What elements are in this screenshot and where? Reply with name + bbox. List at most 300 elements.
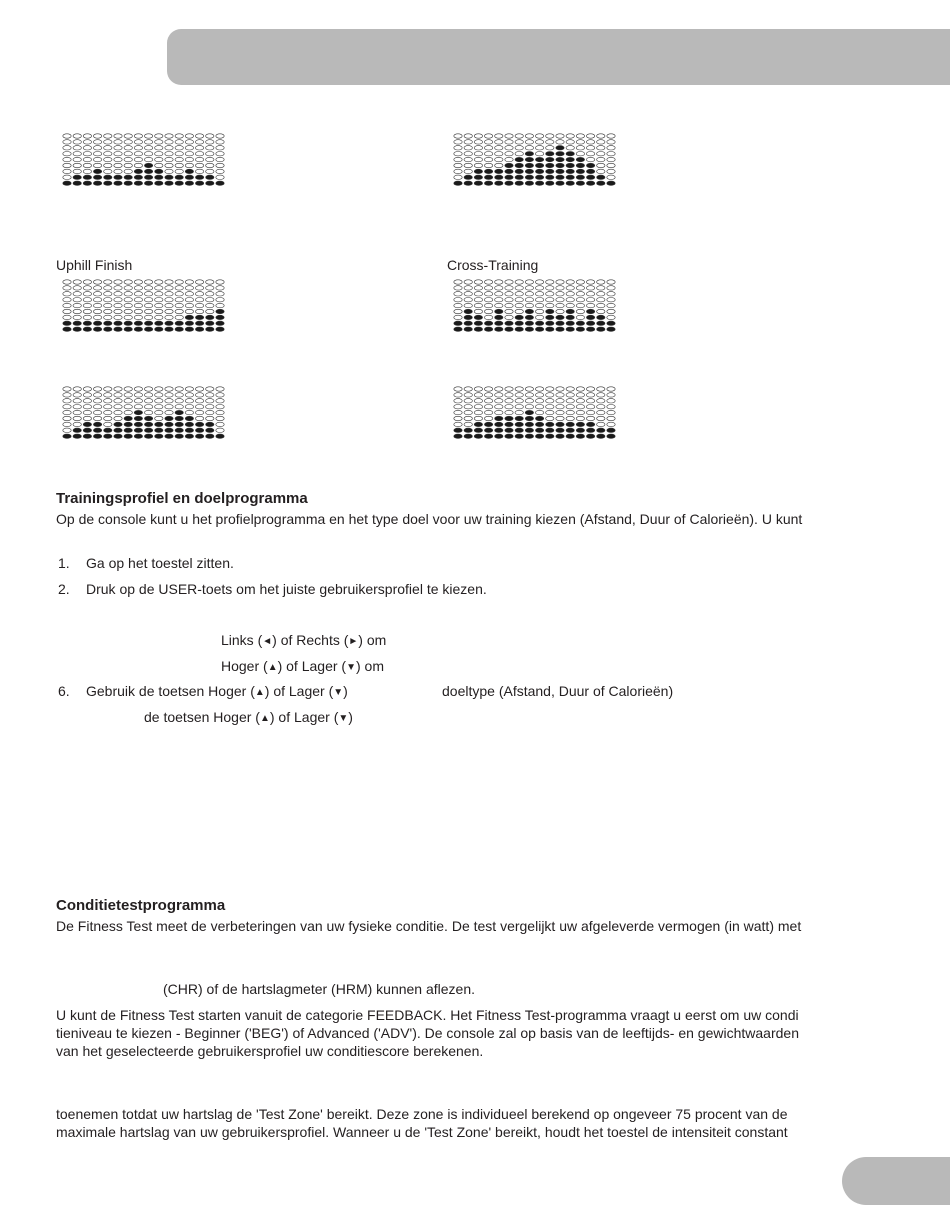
matrix-dot-empty <box>185 405 193 409</box>
matrix-dot-filled <box>566 434 574 438</box>
matrix-dot-empty <box>144 405 152 409</box>
matrix-dot-empty <box>216 292 224 296</box>
matrix-dot-empty <box>484 146 492 150</box>
matrix-dot-empty <box>83 298 91 302</box>
matrix-dot-filled <box>185 175 193 179</box>
matrix-dot-empty <box>484 140 492 144</box>
matrix-dot-empty <box>454 163 462 167</box>
matrix-dot-empty <box>474 298 482 302</box>
matrix-dot-filled <box>495 416 503 420</box>
matrix-dot-filled <box>104 327 112 331</box>
matrix-dot-filled <box>216 315 224 319</box>
matrix-dot-empty <box>206 146 214 150</box>
matrix-dot-filled <box>546 152 554 156</box>
matrix-dot-filled <box>607 428 615 432</box>
matrix-dot-empty <box>104 303 112 307</box>
matrix-dot-empty <box>464 134 472 138</box>
matrix-dot-empty <box>515 286 523 290</box>
matrix-dot-empty <box>484 405 492 409</box>
matrix-dot-filled <box>546 309 554 313</box>
matrix-dot-filled <box>495 169 503 173</box>
matrix-dot-filled <box>73 175 81 179</box>
matrix-dot-empty <box>93 387 101 391</box>
matrix-dot-empty <box>155 410 163 414</box>
matrix-dot-filled <box>505 416 513 420</box>
matrix-dot-empty <box>175 303 183 307</box>
matrix-dot-empty <box>104 387 112 391</box>
matrix-dot-filled <box>185 434 193 438</box>
matrix-dot-filled <box>505 321 513 325</box>
matrix-dot-filled <box>124 434 132 438</box>
matrix-dot-empty <box>83 309 91 313</box>
matrix-dot-empty <box>124 280 132 284</box>
matrix-dot-empty <box>535 315 543 319</box>
matrix-dot-empty <box>93 292 101 296</box>
matrix-dot-filled <box>566 428 574 432</box>
matrix-dot-filled <box>114 321 122 325</box>
matrix-dot-filled <box>165 181 173 185</box>
matrix-dot-empty <box>566 280 574 284</box>
matrix-dot-empty <box>525 140 533 144</box>
matrix-dot-filled <box>556 434 564 438</box>
matrix-dot-filled <box>134 416 142 420</box>
matrix-dot-filled <box>597 321 605 325</box>
matrix-dot-filled <box>535 169 543 173</box>
matrix-dot-empty <box>464 146 472 150</box>
matrix-dot-empty <box>216 393 224 397</box>
matrix-dot-empty <box>185 410 193 414</box>
matrix-dot-filled <box>535 175 543 179</box>
matrix-dot-empty <box>546 286 554 290</box>
matrix-dot-filled <box>134 428 142 432</box>
matrix-dot-empty <box>484 309 492 313</box>
matrix-dot-filled <box>206 181 214 185</box>
matrix-dot-filled <box>535 181 543 185</box>
matrix-dot-filled <box>525 181 533 185</box>
matrix-dot-empty <box>454 286 462 290</box>
matrix-dot-empty <box>134 405 142 409</box>
matrix-dot-empty <box>597 303 605 307</box>
matrix-dot-empty <box>607 280 615 284</box>
matrix-dot-empty <box>165 399 173 403</box>
matrix-dot-empty <box>216 280 224 284</box>
matrix-dot-filled <box>464 181 472 185</box>
matrix-dot-empty <box>607 157 615 161</box>
matrix-dot-empty <box>73 315 81 319</box>
matrix-dot-empty <box>586 298 594 302</box>
matrix-dot-filled <box>124 321 132 325</box>
matrix-dot-empty <box>607 134 615 138</box>
matrix-dot-empty <box>505 134 513 138</box>
matrix-dot-empty <box>505 146 513 150</box>
matrix-dot-empty <box>546 393 554 397</box>
matrix-dot-empty <box>63 315 71 319</box>
matrix-dot-empty <box>93 134 101 138</box>
matrix-dot-empty <box>474 387 482 391</box>
matrix-dot-empty <box>195 163 203 167</box>
hoger1-suffix: ) om <box>355 658 384 674</box>
matrix-dot-empty <box>104 410 112 414</box>
matrix-dot-empty <box>216 387 224 391</box>
matrix-dot-filled <box>134 327 142 331</box>
matrix-dot-filled <box>83 434 91 438</box>
matrix-dot-filled <box>505 327 513 331</box>
matrix-dot-empty <box>586 399 594 403</box>
matrix-dot-empty <box>83 152 91 156</box>
matrix-dot-empty <box>576 387 584 391</box>
matrix-dot-filled <box>93 175 101 179</box>
matrix-dot-filled <box>525 152 533 156</box>
matrix-dot-empty <box>93 315 101 319</box>
matrix-dot-filled <box>556 175 564 179</box>
matrix-dot-empty <box>546 146 554 150</box>
matrix-dot-empty <box>93 405 101 409</box>
matrix-dot-empty <box>134 298 142 302</box>
matrix-dot-empty <box>586 405 594 409</box>
matrix-dot-empty <box>586 280 594 284</box>
matrix-dot-filled <box>505 163 513 167</box>
matrix-dot-empty <box>134 280 142 284</box>
matrix-dot-empty <box>73 387 81 391</box>
matrix-dot-filled <box>216 321 224 325</box>
matrix-dot-empty <box>63 393 71 397</box>
matrix-dot-empty <box>165 393 173 397</box>
step-2-text: Druk op de USER-toets om het juiste gebruikersprofiel te kiezen. <box>86 581 487 597</box>
toetsen-line <box>144 709 353 727</box>
matrix-dot-empty <box>155 163 163 167</box>
matrix-dot-filled <box>525 315 533 319</box>
matrix-dot-empty <box>73 393 81 397</box>
matrix-dot-empty <box>216 422 224 426</box>
matrix-dot-empty <box>505 292 513 296</box>
matrix-dot-empty <box>73 298 81 302</box>
matrix-dot-filled <box>73 181 81 185</box>
matrix-dot-filled <box>195 181 203 185</box>
matrix-dot-empty <box>566 416 574 420</box>
matrix-dot-empty <box>474 134 482 138</box>
matrix-dot-empty <box>195 286 203 290</box>
matrix-dot-empty <box>607 152 615 156</box>
matrix-dot-filled <box>566 157 574 161</box>
matrix-dot-empty <box>83 405 91 409</box>
matrix-dot-filled <box>175 428 183 432</box>
matrix-dot-filled <box>576 163 584 167</box>
matrix-dot-empty <box>165 280 173 284</box>
matrix-dot-filled <box>144 428 152 432</box>
matrix-dot-filled <box>566 315 574 319</box>
matrix-dot-filled <box>195 422 203 426</box>
matrix-dot-empty <box>144 280 152 284</box>
matrix-dot-empty <box>515 405 523 409</box>
matrix-dot-empty <box>464 169 472 173</box>
matrix-dot-empty <box>535 286 543 290</box>
matrix-dot-filled <box>63 181 71 185</box>
matrix-dot-empty <box>597 152 605 156</box>
matrix-dot-filled <box>155 175 163 179</box>
matrix-dot-empty <box>124 152 132 156</box>
matrix-dot-empty <box>73 416 81 420</box>
matrix-dot-empty <box>464 163 472 167</box>
matrix-dot-empty <box>505 315 513 319</box>
matrix-dot-empty <box>576 298 584 302</box>
fitness-chr-line: (CHR) of de hartslagmeter (HRM) kunnen aflezen. <box>163 981 476 997</box>
matrix-dot-filled <box>114 181 122 185</box>
matrix-dot-filled <box>495 309 503 313</box>
matrix-dot-filled <box>505 422 513 426</box>
matrix-dot-empty <box>155 399 163 403</box>
matrix-dot-filled <box>83 327 91 331</box>
matrix-dot-filled <box>73 428 81 432</box>
matrix-dot-filled <box>525 309 533 313</box>
matrix-dot-filled <box>216 434 224 438</box>
matrix-dot-filled <box>546 428 554 432</box>
matrix-dot-empty <box>185 152 193 156</box>
profile-matrix-2 <box>453 133 619 189</box>
matrix-dot-filled <box>597 434 605 438</box>
matrix-dot-empty <box>144 399 152 403</box>
matrix-dot-filled <box>134 175 142 179</box>
matrix-dot-empty <box>474 157 482 161</box>
matrix-dot-empty <box>607 422 615 426</box>
matrix-dot-empty <box>175 393 183 397</box>
matrix-dot-empty <box>495 157 503 161</box>
matrix-dot-empty <box>474 152 482 156</box>
matrix-dot-filled <box>206 422 214 426</box>
up-arrow-icon: ▲ <box>267 662 278 673</box>
matrix-dot-empty <box>144 146 152 150</box>
matrix-dot-empty <box>73 163 81 167</box>
matrix-dot-filled <box>195 315 203 319</box>
step-6-text <box>86 683 348 701</box>
matrix-dot-filled <box>134 434 142 438</box>
matrix-dot-empty <box>515 393 523 397</box>
matrix-dot-empty <box>114 303 122 307</box>
matrix-dot-filled <box>556 152 564 156</box>
matrix-dot-empty <box>576 286 584 290</box>
matrix-dot-filled <box>546 422 554 426</box>
matrix-dot-empty <box>586 157 594 161</box>
matrix-dot-empty <box>63 134 71 138</box>
matrix-dot-empty <box>144 286 152 290</box>
matrix-dot-empty <box>505 309 513 313</box>
matrix-dot-empty <box>63 387 71 391</box>
matrix-dot-empty <box>464 416 472 420</box>
matrix-dot-filled <box>104 428 112 432</box>
matrix-dot-empty <box>206 298 214 302</box>
matrix-dot-filled <box>525 327 533 331</box>
profile-matrix-1 <box>62 133 228 189</box>
matrix-dot-empty <box>474 410 482 414</box>
matrix-dot-empty <box>464 405 472 409</box>
matrix-dot-filled <box>505 169 513 173</box>
matrix-dot-empty <box>83 410 91 414</box>
matrix-dot-empty <box>597 309 605 313</box>
matrix-dot-empty <box>73 134 81 138</box>
matrix-dot-empty <box>607 146 615 150</box>
matrix-dot-filled <box>556 422 564 426</box>
matrix-dot-empty <box>93 152 101 156</box>
matrix-dot-filled <box>104 434 112 438</box>
matrix-dot-empty <box>73 157 81 161</box>
matrix-dot-empty <box>535 410 543 414</box>
matrix-dot-filled <box>155 181 163 185</box>
matrix-dot-empty <box>124 309 132 313</box>
matrix-dot-empty <box>114 280 122 284</box>
matrix-dot-filled <box>114 327 122 331</box>
matrix-dot-empty <box>185 286 193 290</box>
matrix-dot-empty <box>175 399 183 403</box>
matrix-dot-empty <box>505 152 513 156</box>
matrix-dot-filled <box>535 157 543 161</box>
matrix-dot-empty <box>63 399 71 403</box>
matrix-dot-empty <box>525 286 533 290</box>
matrix-dot-filled <box>515 175 523 179</box>
matrix-dot-empty <box>505 140 513 144</box>
matrix-dot-empty <box>546 298 554 302</box>
fitness-para1-line2: tieniveau te kiezen - Beginner ('BEG') of Advanced ('ADV'). De console zal op basis van de leeftijds- en gewichtwaarden <box>56 1025 799 1041</box>
matrix-dot-filled <box>556 169 564 173</box>
matrix-dot-filled <box>586 327 594 331</box>
matrix-dot-empty <box>144 298 152 302</box>
matrix-dot-empty <box>104 280 112 284</box>
matrix-dot-empty <box>155 146 163 150</box>
matrix-dot-filled <box>546 321 554 325</box>
matrix-dot-empty <box>144 140 152 144</box>
matrix-dot-empty <box>525 387 533 391</box>
matrix-dot-empty <box>556 405 564 409</box>
training-intro: Op de console kunt u het profielprogramma en het type doel voor uw training kiezen (Afstand, Duur of Calorieën). U kunt <box>56 511 803 527</box>
matrix-dot-empty <box>484 410 492 414</box>
matrix-dot-empty <box>83 140 91 144</box>
matrix-dot-filled <box>93 434 101 438</box>
matrix-dot-empty <box>607 405 615 409</box>
matrix-dot-empty <box>484 152 492 156</box>
matrix-dot-empty <box>155 286 163 290</box>
matrix-dot-empty <box>216 286 224 290</box>
matrix-dot-empty <box>546 399 554 403</box>
page-number-tab <box>842 1157 950 1205</box>
matrix-dot-empty <box>505 393 513 397</box>
matrix-dot-empty <box>195 405 203 409</box>
matrix-dot-empty <box>83 146 91 150</box>
training-heading: Trainingsprofiel en doelprogramma <box>56 490 308 507</box>
matrix-dot-filled <box>185 169 193 173</box>
matrix-dot-empty <box>556 292 564 296</box>
matrix-dot-empty <box>104 309 112 313</box>
matrix-dot-filled <box>597 315 605 319</box>
matrix-dot-empty <box>556 140 564 144</box>
matrix-dot-filled <box>566 327 574 331</box>
matrix-dot-empty <box>175 405 183 409</box>
matrix-dot-filled <box>576 327 584 331</box>
matrix-dot-filled <box>525 321 533 325</box>
matrix-dot-empty <box>175 146 183 150</box>
matrix-dot-empty <box>454 410 462 414</box>
matrix-dot-empty <box>114 163 122 167</box>
matrix-dot-empty <box>185 140 193 144</box>
matrix-dot-empty <box>206 309 214 313</box>
matrix-dot-filled <box>185 422 193 426</box>
matrix-dot-filled <box>525 416 533 420</box>
matrix-dot-filled <box>114 434 122 438</box>
matrix-dot-empty <box>73 410 81 414</box>
matrix-dot-filled <box>515 157 523 161</box>
matrix-dot-empty <box>185 399 193 403</box>
matrix-dot-empty <box>144 410 152 414</box>
matrix-dot-empty <box>474 399 482 403</box>
matrix-dot-empty <box>93 280 101 284</box>
matrix-dot-empty <box>63 416 71 420</box>
matrix-dot-empty <box>93 298 101 302</box>
matrix-dot-empty <box>93 303 101 307</box>
matrix-dot-empty <box>104 298 112 302</box>
matrix-dot-empty <box>63 303 71 307</box>
matrix-dot-empty <box>104 416 112 420</box>
matrix-dot-filled <box>454 321 462 325</box>
matrix-dot-filled <box>484 428 492 432</box>
matrix-dot-empty <box>165 169 173 173</box>
matrix-dot-empty <box>83 134 91 138</box>
matrix-dot-empty <box>63 286 71 290</box>
step6-prefix: Gebruik de toetsen Hoger ( <box>86 683 255 699</box>
matrix-dot-empty <box>454 152 462 156</box>
matrix-dot-filled <box>93 428 101 432</box>
matrix-dot-filled <box>556 315 564 319</box>
matrix-dot-empty <box>175 169 183 173</box>
matrix-dot-filled <box>474 169 482 173</box>
profile-matrix-6 <box>453 386 619 442</box>
matrix-dot-empty <box>566 140 574 144</box>
matrix-dot-empty <box>464 280 472 284</box>
matrix-dot-empty <box>114 416 122 420</box>
matrix-dot-filled <box>474 422 482 426</box>
matrix-dot-empty <box>206 405 214 409</box>
matrix-dot-filled <box>525 169 533 173</box>
matrix-dot-empty <box>515 280 523 284</box>
matrix-dot-empty <box>93 140 101 144</box>
matrix-dot-empty <box>104 315 112 319</box>
matrix-dot-filled <box>155 321 163 325</box>
matrix-dot-filled <box>134 410 142 414</box>
matrix-dot-empty <box>607 393 615 397</box>
matrix-dot-empty <box>576 309 584 313</box>
matrix-dot-filled <box>175 321 183 325</box>
fitness-para2-line2: maximale hartslag van uw gebruikersprofiel. Wanneer u de 'Test Zone' bereikt, houdt het toestel de intensiteit constant <box>56 1124 788 1140</box>
matrix-dot-empty <box>515 303 523 307</box>
matrix-dot-empty <box>134 393 142 397</box>
matrix-dot-empty <box>155 309 163 313</box>
down-arrow-icon: ▼ <box>346 662 356 673</box>
matrix-dot-filled <box>114 422 122 426</box>
matrix-dot-empty <box>155 393 163 397</box>
matrix-dot-empty <box>195 416 203 420</box>
matrix-dot-filled <box>155 422 163 426</box>
matrix-dot-empty <box>216 140 224 144</box>
matrix-dot-empty <box>464 303 472 307</box>
matrix-dot-empty <box>93 399 101 403</box>
matrix-dot-filled <box>556 181 564 185</box>
matrix-dot-filled <box>566 422 574 426</box>
matrix-dot-filled <box>165 428 173 432</box>
matrix-dot-filled <box>206 315 214 319</box>
matrix-dot-empty <box>124 157 132 161</box>
matrix-dot-empty <box>484 315 492 319</box>
fitness-para1-line3: van het geselecteerde gebruikersprofiel uw conditiescore berekenen. <box>56 1043 484 1059</box>
matrix-dot-empty <box>114 315 122 319</box>
matrix-dot-filled <box>495 175 503 179</box>
matrix-dot-filled <box>93 422 101 426</box>
matrix-dot-filled <box>495 181 503 185</box>
